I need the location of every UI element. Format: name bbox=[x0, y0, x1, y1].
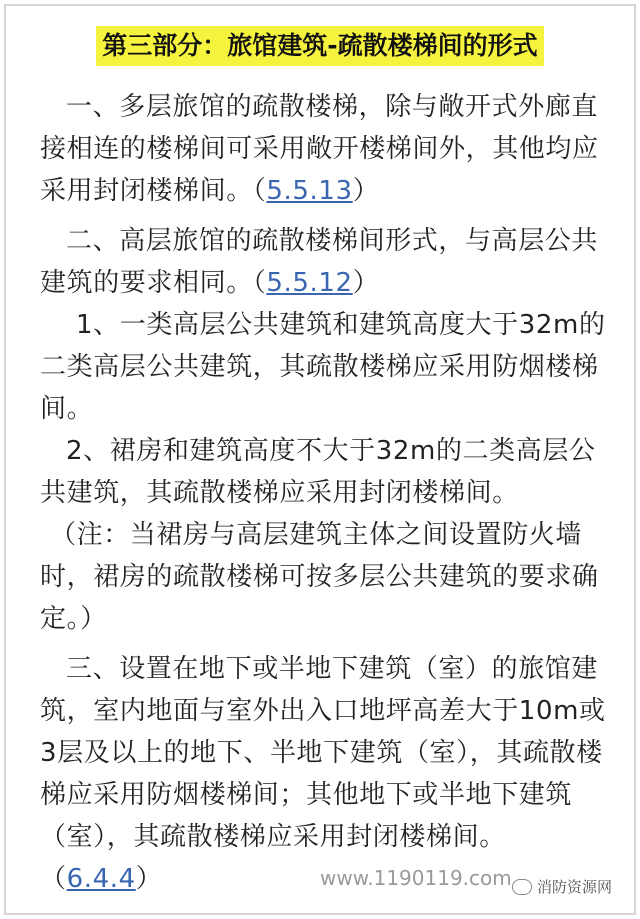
brand-logo bbox=[512, 876, 612, 897]
paragraph-3 bbox=[40, 304, 606, 430]
section-title: 第三部分：旅馆建筑-疏散楼梯间的形式 bbox=[96, 26, 543, 66]
paragraph-1-close: ） bbox=[352, 176, 380, 206]
paragraph-2-close: ） bbox=[352, 268, 380, 298]
reference-link-6-4-4[interactable]: 6.4.4 bbox=[66, 864, 136, 894]
paragraph-1-text: 一、多层旅馆的疏散楼梯，除与敞开式外廊直接相连的楼梯间可采用敞开楼梯间外，其他均应采用封闭楼梯间。（ bbox=[40, 92, 599, 206]
paragraph-2-text: 二、高层旅馆的疏散楼梯间形式，与高层公共建筑的要求相同。（ bbox=[40, 226, 599, 298]
document-body bbox=[40, 86, 606, 900]
paragraph-6-close: ） bbox=[135, 864, 163, 894]
paragraph-4-text: 2、裙房和建筑高度不大于32m的二类高层公共建筑，其疏散楼梯应采用封闭楼梯间。 bbox=[40, 436, 596, 508]
paragraph-4 bbox=[40, 430, 606, 514]
watermark-url: www.1190119.com bbox=[320, 866, 512, 890]
paragraph-6-text: 三、设置在地下或半地下建筑（室）的旅馆建筑，室内地面与室外出入口地坪高差大于10m或3层及以上的地下、半地下建筑（室），其疏散楼梯应采用防烟楼梯间；其他地下或半地下建筑（室），其疏散楼梯应采用封闭楼梯间。（ bbox=[40, 654, 606, 894]
title-wrap bbox=[0, 26, 640, 66]
reference-link-5-5-13[interactable]: 5.5.13 bbox=[266, 176, 353, 206]
paragraph-6 bbox=[40, 648, 606, 900]
paragraph-1 bbox=[40, 86, 606, 212]
note-text: （注：当裙房与高层建筑主体之间设置防火墙时，裙房的疏散楼梯可按多层公共建筑的要求确定。） bbox=[40, 520, 599, 634]
reference-link-5-5-12[interactable]: 5.5.12 bbox=[266, 268, 353, 298]
wechat-icon bbox=[512, 879, 532, 895]
brand-name: 消防资源网 bbox=[537, 878, 613, 896]
note-paragraph bbox=[40, 514, 606, 640]
paragraph-2 bbox=[40, 220, 606, 304]
paragraph-3-text: 1、一类高层公共建筑和建筑高度大于32m的二类高层公共建筑，其疏散楼梯应采用防烟楼梯间。 bbox=[40, 310, 606, 424]
